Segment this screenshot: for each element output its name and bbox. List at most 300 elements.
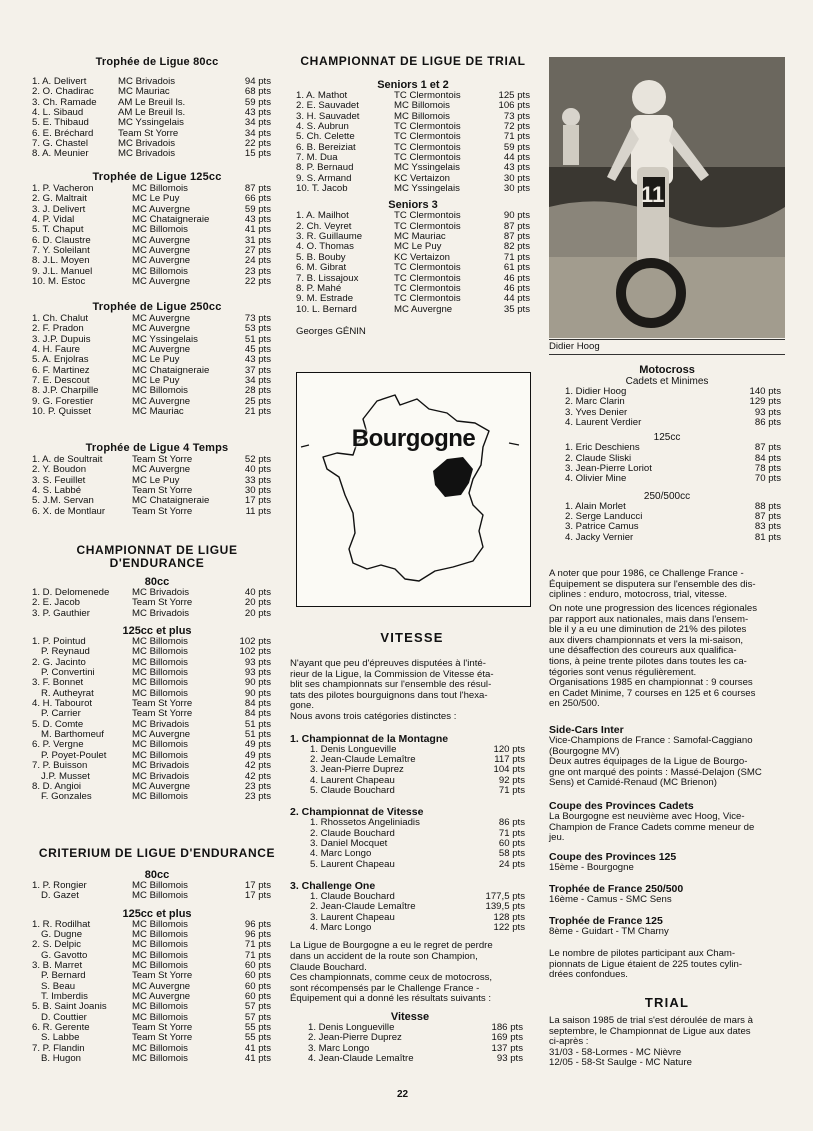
rider-cell: 4. Jacky Vernier xyxy=(565,532,634,543)
table-row xyxy=(32,465,282,475)
rider-cell: 6. R. Gerente xyxy=(32,1023,90,1034)
rider-cell: 3. B. Marret xyxy=(32,961,83,972)
table-row xyxy=(32,129,282,139)
rider-cell: 4. S. Labbé xyxy=(32,486,82,497)
points-cell: 117 pts xyxy=(494,754,525,765)
points-cell: 30 pts xyxy=(244,486,271,497)
club-cell: MC Auvergne xyxy=(132,314,191,324)
club-cell: Team St Yorre xyxy=(132,1033,193,1044)
table-row xyxy=(32,588,282,598)
club-cell: TC Clermontois xyxy=(394,263,461,274)
category-title: 2. Championnat de Vitesse xyxy=(290,806,424,819)
table-row xyxy=(296,184,530,194)
subcategory: Cadets et Minimes xyxy=(625,376,709,387)
text-line: Organisations 1985 en championnat : 9 courses xyxy=(549,677,753,689)
rider-cell: 7. M. Dua xyxy=(296,153,338,164)
criterium-endurance xyxy=(32,847,282,1065)
table-row xyxy=(32,951,282,961)
rider-cell: 3. R. Guillaume xyxy=(296,232,363,243)
table-row xyxy=(32,891,282,901)
title-line: CHAMPIONNAT DE LIGUE xyxy=(76,543,238,557)
rider-cell: 2. Jean-Claude Lemaître xyxy=(310,754,416,765)
table-row xyxy=(32,971,282,981)
club-cell: MC Billomois xyxy=(132,657,188,668)
table-row xyxy=(296,274,530,284)
points-cell: 52 pts xyxy=(244,455,271,465)
table-row xyxy=(296,305,530,315)
table-row xyxy=(296,222,530,232)
table-row xyxy=(32,355,282,365)
category-title: Motocross xyxy=(639,364,695,376)
rider-cell: 1. R. Rodilhat xyxy=(32,919,91,930)
points-cell: 11 pts xyxy=(245,506,271,517)
rider-cell: 8. P. Mahé xyxy=(296,283,342,294)
club-cell: MC Billomois xyxy=(132,891,188,902)
club-cell: MC Billomois xyxy=(132,386,188,397)
rider-cell: 5. B. Saint Joanis xyxy=(32,1002,107,1013)
text-line: La saison 1985 de trial s'est déroulée de mars à xyxy=(549,1015,753,1026)
subcategory: 250/500cc xyxy=(643,490,691,502)
rider-cell: 5. A. Enjolras xyxy=(32,355,89,366)
rider-cell: 3. Ch. Ramade xyxy=(32,97,97,108)
text-line: tats des pilotes bourguignons dans tout l'hexa- xyxy=(290,689,488,701)
points-cell: 81 pts xyxy=(754,532,781,543)
rider-cell: 4. S. Aubrun xyxy=(296,122,349,133)
category-title: Seniors 1 et 2 xyxy=(377,79,449,91)
section-title: Side-Cars Inter xyxy=(549,724,624,736)
map-france-box xyxy=(296,372,531,607)
table-row xyxy=(296,242,530,252)
rider-cell: D. Couttier xyxy=(41,1012,87,1023)
rider-cell: 5. Laurent Chapeau xyxy=(310,859,395,870)
table-row xyxy=(32,496,282,506)
club-cell: TC Clermontois xyxy=(394,122,461,133)
points-cell: 71 pts xyxy=(498,828,525,839)
rider-cell: 7. B. Lissajoux xyxy=(296,273,359,284)
rider-cell: 6. B. Bereiziat xyxy=(296,142,356,153)
motocross-section xyxy=(549,364,785,543)
result-line: 16ème - Camus - SMC Sens xyxy=(549,894,672,905)
points-cell: 23 pts xyxy=(244,792,271,803)
points-cell: 43 pts xyxy=(503,163,530,174)
rider-cell: 3. Patrice Camus xyxy=(565,522,639,533)
rider-cell: P. Carrier xyxy=(41,709,81,720)
section-title: Trophée de Ligue 250cc xyxy=(92,301,222,313)
points-cell: 90 pts xyxy=(503,211,530,222)
table-row xyxy=(32,87,282,97)
section-title: TRIAL xyxy=(644,995,690,1010)
points-cell: 40 pts xyxy=(244,588,271,598)
rider-cell: 8. D. Angioi xyxy=(32,781,82,792)
points-cell: 128 pts xyxy=(493,912,525,923)
table-row xyxy=(32,314,282,324)
club-cell: MC Auvergne xyxy=(132,781,191,792)
points-cell: 72 pts xyxy=(503,122,530,133)
club-cell: MC Billomois xyxy=(132,1043,188,1054)
table-row xyxy=(290,745,530,755)
table-row xyxy=(32,246,282,256)
rider-cell: 7. P. Buisson xyxy=(32,761,88,772)
results-table xyxy=(32,881,282,902)
rider-cell: 9. M. Estrade xyxy=(296,294,354,305)
points-cell: 87 pts xyxy=(503,232,530,243)
paragraph xyxy=(549,736,785,789)
rider-cell: 1. Éric Deschiens xyxy=(565,443,640,454)
rider-cell: 1. A. Mathot xyxy=(296,91,348,101)
points-cell: 93 pts xyxy=(754,407,781,418)
table-row xyxy=(32,699,282,709)
table-row xyxy=(296,122,530,132)
rider-cell: 7. Y. Soleilant xyxy=(32,246,90,257)
table-row xyxy=(290,902,530,912)
club-cell: MC Mauriac xyxy=(394,232,446,243)
points-cell: 17 pts xyxy=(244,496,271,507)
points-cell: 43 pts xyxy=(244,355,271,366)
rider-cell: 5. J.M. Servan xyxy=(32,496,94,507)
text-line: gne ont marqué des points : Massé-Delajon (SMC xyxy=(549,766,762,778)
table-row xyxy=(565,464,785,474)
results-table xyxy=(32,184,282,287)
points-cell: 78 pts xyxy=(754,464,781,475)
table-row xyxy=(32,1033,282,1043)
category-title: Seniors 3 xyxy=(388,199,438,212)
points-cell: 28 pts xyxy=(244,386,271,397)
category-title: 80cc xyxy=(144,869,170,881)
club-cell: TC Clermontois xyxy=(394,91,461,101)
club-cell: Team St Yorre xyxy=(132,486,193,497)
author: Georges GÉNIN xyxy=(296,325,366,337)
section-title: CHAMPIONNAT DE LIGUE DE TRIAL xyxy=(300,54,526,68)
rider-cell: 3. Marc Longo xyxy=(308,1043,370,1054)
table-row xyxy=(308,1023,530,1033)
table-row xyxy=(32,1013,282,1023)
table-row xyxy=(32,1023,282,1033)
points-cell: 25 pts xyxy=(244,396,271,407)
rider-cell: 4. Marc Longo xyxy=(310,849,372,860)
club-cell: MC Le Puy xyxy=(132,376,180,387)
table-row xyxy=(296,211,530,221)
photo-caption: Didier Hoog xyxy=(549,341,600,352)
category-title: 3. Challenge One xyxy=(290,880,376,892)
rider-cell: F. Gonzales xyxy=(41,792,92,803)
table-row xyxy=(32,930,282,940)
points-cell: 139,5 pts xyxy=(485,902,525,913)
points-cell: 57 pts xyxy=(244,1002,271,1013)
title-line: D'ENDURANCE xyxy=(109,556,205,570)
points-cell: 49 pts xyxy=(244,740,271,751)
rider-cell: M. Barthomeuf xyxy=(41,730,104,741)
rider-cell: 8. J.P. Charpille xyxy=(32,386,99,397)
club-cell: MC Billomois xyxy=(132,1012,188,1023)
page-number: 22 xyxy=(397,1089,409,1100)
club-cell: MC Auvergne xyxy=(132,396,191,407)
text-line: Champion de France Cadets comme meneur de xyxy=(549,821,755,833)
text-line: gone. xyxy=(290,700,315,712)
rider-cell: 8. P. Bernaud xyxy=(296,163,354,174)
table-row xyxy=(32,98,282,108)
club-cell: AM Le Breuil ls. xyxy=(118,108,186,119)
table-row xyxy=(290,892,530,902)
club-cell: MC Billomois xyxy=(132,688,188,699)
points-cell: 84 pts xyxy=(244,699,271,710)
rider-cell: 3. Yves Denier xyxy=(565,407,628,418)
rider-cell: B. Hugon xyxy=(41,1054,82,1065)
points-cell: 68 pts xyxy=(244,87,271,98)
table-row xyxy=(290,923,530,933)
sidecars-section xyxy=(549,724,785,789)
rider-cell: 2. Claude Bouchard xyxy=(310,828,395,839)
rider-cell: 4. Olivier Mine xyxy=(565,474,627,485)
paragraph xyxy=(549,812,785,844)
table-row xyxy=(565,443,785,453)
points-cell: 93 pts xyxy=(244,657,271,668)
table-row xyxy=(32,267,282,277)
text-line: Ces championnats, comme ceux de motocross, xyxy=(290,972,493,984)
rider-cell: 8. A. Meunier xyxy=(32,149,89,160)
club-cell: MC Billomois xyxy=(394,101,450,112)
text-line: dans un accident de la route son Champion, xyxy=(290,950,478,962)
category-title: 125cc et plus xyxy=(122,907,192,920)
points-cell: 42 pts xyxy=(244,761,271,772)
rider-cell: 7. É. Descout xyxy=(32,376,90,387)
rider-cell: 1. Ch. Chalut xyxy=(32,314,88,324)
table-row xyxy=(290,755,530,765)
table-row xyxy=(296,132,530,142)
points-cell: 17 pts xyxy=(244,881,271,891)
club-cell: MC Billomois xyxy=(132,919,188,930)
club-cell: MC Auvergne xyxy=(132,345,191,356)
table-row xyxy=(32,108,282,118)
table-row xyxy=(32,761,282,771)
table-row xyxy=(32,335,282,345)
points-cell: 96 pts xyxy=(244,930,271,941)
results-table xyxy=(32,920,282,1065)
table-row xyxy=(32,118,282,128)
text-line: ciplines : enduro, motocross, trial, vitesse. xyxy=(549,589,728,601)
table-row xyxy=(296,284,530,294)
table-row xyxy=(32,1002,282,1012)
club-cell: Team St Yorre xyxy=(132,455,193,465)
points-cell: 93 pts xyxy=(244,668,271,679)
club-cell: MC Billomois xyxy=(132,225,188,236)
rider-cell: 6. P. Vergne xyxy=(32,740,84,751)
table-row xyxy=(32,992,282,1002)
rider-cell: 1. Denis Longueville xyxy=(308,1022,395,1033)
table-row xyxy=(296,174,530,184)
rider-cell: 2. G. Maltrait xyxy=(32,194,87,205)
text-line: (Bourgogne MV) xyxy=(549,745,620,757)
points-cell: 21 pts xyxy=(244,407,271,418)
rider-cell: 2. Jean-Pierre Duprez xyxy=(308,1033,402,1044)
rider-cell: T. Imberdis xyxy=(41,992,88,1003)
points-cell: 31 pts xyxy=(244,235,271,246)
points-cell: 96 pts xyxy=(244,919,271,930)
rider-cell: 9. J.L. Manuel xyxy=(32,266,93,277)
results-table xyxy=(296,211,530,314)
rider-cell: 1. Didier Hoog xyxy=(565,387,627,397)
results-table xyxy=(32,77,282,160)
club-cell: TC Clermontois xyxy=(394,273,461,284)
rider-cell: 4. Jean-Claude Lemaître xyxy=(308,1053,414,1064)
table-row xyxy=(308,1054,530,1064)
club-cell: TC Clermontois xyxy=(394,142,461,153)
points-cell: 41 pts xyxy=(244,1043,271,1054)
text-line: tions, à peine trente pilotes dans toutes les ca- xyxy=(549,655,747,667)
club-cell: MC Billomois xyxy=(132,940,188,951)
rider-cell: 1. A. de Soultrait xyxy=(32,455,103,465)
table-row xyxy=(296,112,530,122)
table-row xyxy=(565,502,785,512)
table-row xyxy=(32,598,282,608)
rider-cell: 6. É. Bréchard xyxy=(32,128,94,139)
table-row xyxy=(565,512,785,522)
table-row xyxy=(290,786,530,796)
points-cell: 30 pts xyxy=(503,173,530,184)
rider-cell: 5. D. Comte xyxy=(32,719,84,730)
table-row xyxy=(308,1033,530,1043)
results-table xyxy=(549,443,785,484)
table-row xyxy=(290,776,530,786)
text-line: Équipement se disputera sur l'ensemble des dis- xyxy=(549,578,756,590)
points-cell: 84 pts xyxy=(754,453,781,464)
club-cell: MC Brivadois xyxy=(132,771,190,782)
provinces-125-section xyxy=(549,851,785,874)
club-cell: MC Brivadois xyxy=(118,77,176,87)
table-row xyxy=(32,366,282,376)
results-table xyxy=(32,588,282,619)
table-row xyxy=(565,474,785,484)
points-cell: 186 pts xyxy=(491,1022,523,1033)
points-cell: 87 pts xyxy=(754,443,781,454)
results-table xyxy=(32,314,282,417)
table-row xyxy=(32,920,282,930)
club-cell: MC Auvergne xyxy=(394,304,453,315)
club-cell: Team St Yorre xyxy=(132,971,193,982)
club-cell: MC Brivadois xyxy=(118,139,176,150)
club-cell: MC Yssingelais xyxy=(132,334,198,345)
vitesse-categories xyxy=(290,733,530,934)
club-cell: MC Auvergne xyxy=(132,992,191,1003)
rider-cell: 3. S. Feuillet xyxy=(32,475,86,486)
points-cell: 87 pts xyxy=(503,221,530,232)
club-cell: MC Billomois xyxy=(394,111,450,122)
club-cell: Team St Yorre xyxy=(118,128,179,139)
points-cell: 51 pts xyxy=(244,334,271,345)
table-row xyxy=(32,730,282,740)
photo-rider xyxy=(549,57,785,338)
club-cell: MC Billomois xyxy=(132,881,188,891)
table-row xyxy=(32,772,282,782)
table-row xyxy=(32,225,282,235)
trophee-80cc xyxy=(32,56,282,160)
text-line: aux divers championnats et vers la mi-saison, xyxy=(549,634,744,646)
table-row xyxy=(32,1044,282,1054)
table-row xyxy=(32,345,282,355)
points-cell: 125 pts xyxy=(498,91,530,101)
results-table xyxy=(549,502,785,543)
paragraph xyxy=(290,659,530,723)
category-title: 1. Championnat de la Montagne xyxy=(290,732,449,745)
club-cell: MC Billomois xyxy=(132,950,188,961)
table-row xyxy=(32,507,282,517)
table-row xyxy=(32,407,282,417)
table-row xyxy=(296,253,530,263)
table-row xyxy=(290,765,530,775)
rider-cell: 6. F. Martinez xyxy=(32,365,90,376)
club-cell: MC Yssingelais xyxy=(118,118,184,129)
rider-cell: P. Reynaud xyxy=(41,647,90,658)
points-cell: 59 pts xyxy=(503,142,530,153)
table-row xyxy=(32,324,282,334)
points-cell: 60 pts xyxy=(244,992,271,1003)
table-row xyxy=(565,408,785,418)
table-row xyxy=(290,849,530,859)
club-cell: MC Auvergne xyxy=(132,730,191,741)
text-line: blit ses championnats sur l'ensemble des résul- xyxy=(290,679,492,691)
text-line: jeu. xyxy=(549,832,565,844)
trophee-250cc xyxy=(32,301,282,417)
rider-cell: S. Labbe xyxy=(41,1033,80,1044)
club-cell: TC Clermontois xyxy=(394,221,461,232)
points-cell: 20 pts xyxy=(244,598,271,609)
points-cell: 102 pts xyxy=(239,637,271,648)
table-row xyxy=(290,913,530,923)
rider-cell: 2. Claude Sliski xyxy=(565,453,632,464)
points-cell: 86 pts xyxy=(498,818,525,829)
points-cell: 122 pts xyxy=(493,923,525,934)
table-row xyxy=(32,720,282,730)
club-cell: MC Billomois xyxy=(132,750,188,761)
rider-cell: 7. P. Flandin xyxy=(32,1043,85,1054)
club-cell: MC Le Puy xyxy=(132,355,180,366)
rider-cell: 6. D. Claustre xyxy=(32,235,91,246)
rider-cell: 3. F. Bonnet xyxy=(32,678,84,689)
points-cell: 58 pts xyxy=(498,849,525,860)
points-cell: 137 pts xyxy=(491,1043,523,1054)
club-cell: TC Clermontois xyxy=(394,211,461,222)
points-cell: 120 pts xyxy=(493,744,525,755)
points-cell: 106 pts xyxy=(498,101,530,112)
club-cell: Team St Yorre xyxy=(132,598,193,609)
trial-section xyxy=(549,995,785,1069)
club-cell: MC Billomois xyxy=(132,637,188,648)
points-cell: 87 pts xyxy=(754,512,781,523)
club-cell: MC Auvergne xyxy=(132,277,191,288)
points-cell: 60 pts xyxy=(244,961,271,972)
rider-cell: P. Bernard xyxy=(41,971,86,982)
results-table xyxy=(290,1023,530,1064)
points-cell: 51 pts xyxy=(244,730,271,741)
points-cell: 43 pts xyxy=(244,108,271,119)
points-cell: 23 pts xyxy=(244,781,271,792)
table-row xyxy=(32,689,282,699)
points-cell: 61 pts xyxy=(503,263,530,274)
table-row xyxy=(32,709,282,719)
table-row xyxy=(296,232,530,242)
rider-cell: 5. B. Bouby xyxy=(296,252,346,263)
club-cell: MC Billomois xyxy=(132,1054,188,1065)
france-map-icon xyxy=(297,373,530,606)
section-title: Trophée de Ligue 4 Temps xyxy=(85,442,229,454)
points-cell: 33 pts xyxy=(244,475,271,486)
paragraph xyxy=(290,941,530,1005)
club-cell: MC Yssingelais xyxy=(394,184,460,195)
rider-cell: J.P. Musset xyxy=(41,771,90,782)
points-cell: 70 pts xyxy=(754,474,781,485)
rider-cell: 2. É. Jacob xyxy=(32,598,80,609)
rider-cell: 1. Alain Morlet xyxy=(565,501,626,512)
table-row xyxy=(32,277,282,287)
